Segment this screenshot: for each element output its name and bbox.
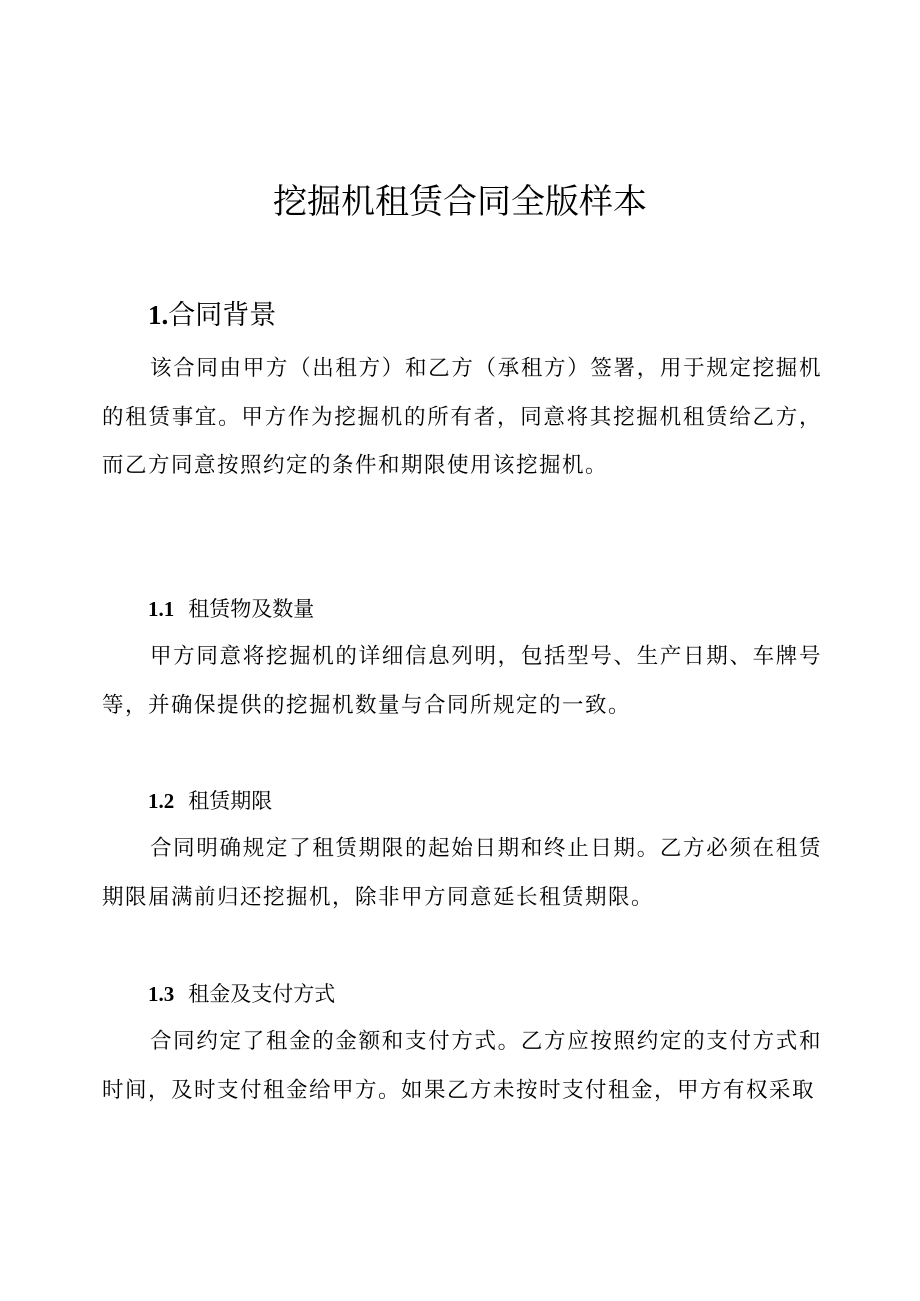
section-number: 1.1: [148, 597, 175, 621]
section-heading-lease-items: [148, 594, 314, 624]
section-paragraph-background: 该合同由甲方（出租方）和乙方（承租方）签署，用于规定挖掘机的租赁事宜。甲方作为挖掘机的所有者，同意将其挖掘机租赁给乙方，而乙方同意按照约定的条件和期限使用该挖掘机。: [102, 356, 822, 478]
section-heading-background: [148, 296, 276, 335]
section-heading-lease-term: [148, 786, 272, 816]
section-paragraph-rent-payment: 合同约定了租金的金额和支付方式。乙方应按照约定的支付方式和时间，及时支付租金给甲方。如果乙方未按时支付租金，甲方有权采取: [102, 1029, 822, 1103]
section-title: 租金及支付方式: [188, 982, 336, 1006]
section-number: 1.2: [148, 789, 175, 813]
section-paragraph-lease-term: 合同明确规定了租赁期限的起始日期和终止日期。乙方必须在租赁期限届满前归还挖掘机，除非甲方同意延长租赁期限。: [102, 836, 822, 910]
section-title: 合同背景: [168, 300, 277, 331]
section-number: 1.: [148, 300, 169, 330]
document-title: 挖掘机租赁合同全版样本: [273, 182, 647, 222]
section-title: 租赁期限: [188, 789, 273, 813]
section-number: 1.3: [148, 982, 175, 1006]
section-paragraph-lease-items: 甲方同意将挖掘机的详细信息列明，包括型号、生产日期、车牌号等，并确保提供的挖掘机数量与合同所规定的一致。: [102, 644, 822, 718]
section-title: 租赁物及数量: [188, 597, 315, 621]
section-heading-rent-payment: [148, 979, 335, 1009]
